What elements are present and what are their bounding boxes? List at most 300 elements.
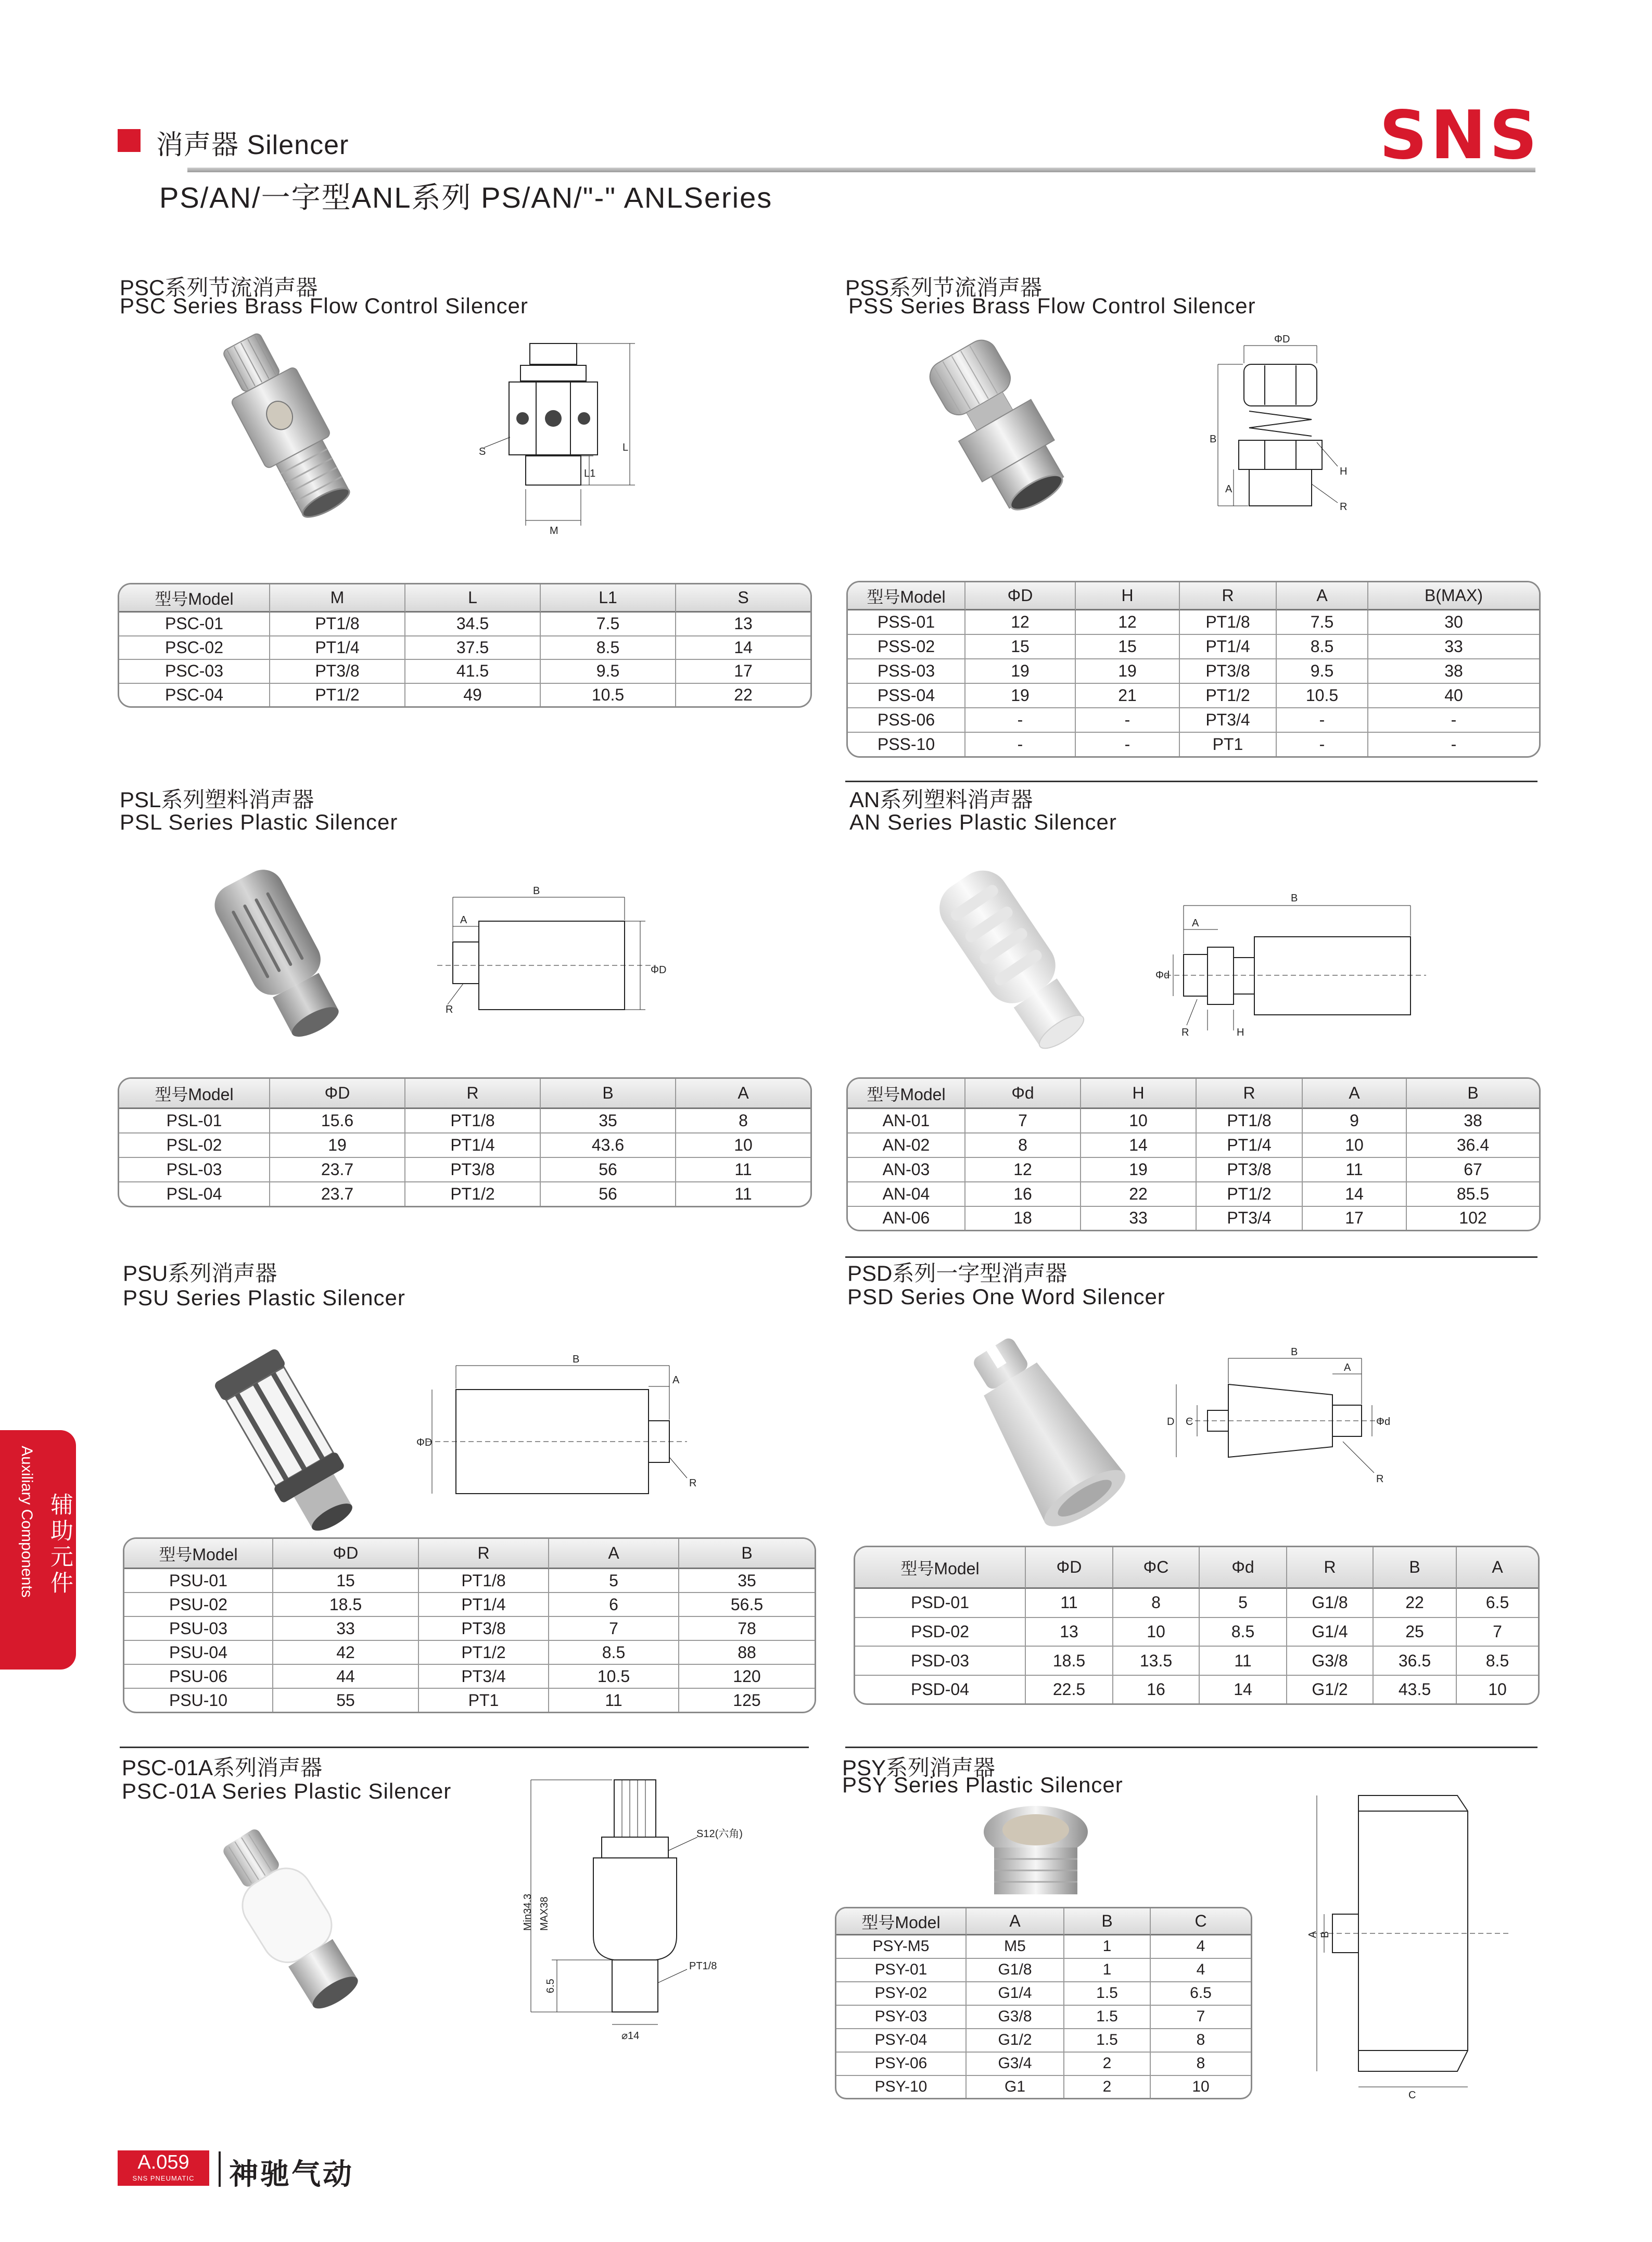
table-cell: 56.5 <box>679 1593 815 1617</box>
table-cell: PT1/4 <box>405 1133 541 1158</box>
table-cell: 25 <box>1374 1618 1457 1647</box>
psc01a-dim-pt: PT1/8 <box>689 1960 717 1972</box>
table-header: A <box>549 1539 679 1569</box>
table-row <box>855 1647 1538 1676</box>
table-cell: 8 <box>1151 2029 1251 2053</box>
table-cell: 12 <box>1076 610 1180 635</box>
psc01a-dimension-drawing <box>510 1764 770 2056</box>
table-cell: 10 <box>1113 1618 1200 1647</box>
table-cell: 10.5 <box>549 1665 679 1689</box>
an-title-cn: AN系列塑料消声器 <box>849 787 1033 812</box>
table-cell: 88 <box>679 1641 815 1665</box>
table-cell: 11 <box>1303 1158 1407 1182</box>
table-row <box>855 1589 1538 1618</box>
table-cell: 44 <box>273 1665 419 1689</box>
table-cell: G1/8 <box>1287 1589 1374 1618</box>
table-cell: 2 <box>1064 2076 1151 2098</box>
psc01a-title-en: PSC-01A Series Plastic Silencer <box>122 1779 452 1803</box>
table-cell: 11 <box>676 1158 810 1182</box>
table-header: ΦD <box>273 1539 419 1569</box>
table-cell: 14 <box>676 636 810 660</box>
psd-title-cn: PSD系列一字型消声器 <box>847 1261 1068 1285</box>
table-cell: 9.5 <box>1277 659 1368 684</box>
table-cell: PT1/2 <box>1197 1182 1303 1207</box>
table-cell: 49 <box>405 684 541 706</box>
table-cell: 34.5 <box>405 613 541 636</box>
table-row <box>855 1676 1538 1703</box>
table-row <box>855 1618 1538 1647</box>
table-row <box>848 733 1539 756</box>
table-cell: PSU-04 <box>124 1641 273 1665</box>
table-cell: - <box>965 708 1076 733</box>
table-cell: AN-01 <box>848 1109 965 1133</box>
table-cell: 43.5 <box>1374 1676 1457 1703</box>
table-cell: 19 <box>1076 659 1180 684</box>
table-header: H <box>1081 1079 1197 1109</box>
pss-dim-D: ΦD <box>1274 334 1290 345</box>
table-cell: 43.6 <box>541 1133 676 1158</box>
psc01a-dim-h: 6.5 <box>545 1979 556 1993</box>
table-cell: 56 <box>541 1182 676 1206</box>
table-cell: 125 <box>733 1690 761 1710</box>
table-header: B <box>1374 1547 1457 1589</box>
table-cell: PSS-10 <box>848 733 965 756</box>
table-cell: PT1/8 <box>1180 610 1277 635</box>
table-header: C <box>1151 1908 1251 1935</box>
psl-title-cn: PSL系列塑料消声器 <box>120 787 314 812</box>
table-header: A <box>1303 1079 1407 1109</box>
table-cell: PT3/8 <box>419 1617 549 1641</box>
table-cell: G1/2 <box>967 2029 1064 2053</box>
psu-dimension-drawing <box>416 1353 708 1509</box>
an-dimension-drawing <box>1135 885 1426 1041</box>
table-cell: PSL-01 <box>119 1109 270 1133</box>
table-cell: AN-06 <box>848 1207 965 1230</box>
table-cell: 6 <box>549 1593 679 1617</box>
table-row <box>848 708 1539 733</box>
section-divider <box>845 1747 1537 1748</box>
psy-product-photo <box>973 1801 1098 1915</box>
table-cell: PSU-03 <box>124 1617 273 1641</box>
psc01a-dim-dia: ⌀14 <box>621 2030 640 2042</box>
table-cell: 10.5 <box>541 684 676 706</box>
psy-spec-table <box>835 1907 1252 2099</box>
table-row <box>119 1182 810 1206</box>
table-header: 型号Model <box>119 584 270 613</box>
table-row <box>848 684 1539 708</box>
table-row <box>836 1982 1251 2006</box>
table-cell: 30 <box>1368 610 1539 635</box>
table-cell: 8 <box>1151 2053 1251 2076</box>
table-cell: 1 <box>1064 1959 1151 1982</box>
an-product-photo <box>916 864 1114 1062</box>
table-cell: PSY-04 <box>836 2029 967 2053</box>
psc-dim-S: S <box>479 446 486 457</box>
table-cell: 6.5 <box>1151 1982 1251 2006</box>
table-cell: PT3/4 <box>1197 1207 1303 1230</box>
table-cell: PSU-06 <box>124 1665 273 1689</box>
table-cell: 16 <box>965 1182 1081 1207</box>
table-cell: PT1 <box>1180 733 1277 756</box>
table-cell: 10 <box>676 1133 810 1158</box>
table-cell: 120 <box>679 1665 815 1689</box>
table-cell: PSD-04 <box>855 1676 1026 1703</box>
table-cell: 14 <box>1081 1133 1197 1158</box>
table-cell: 36.4 <box>1407 1133 1539 1158</box>
table-cell: 35 <box>679 1569 815 1593</box>
table-cell: 11 <box>734 1184 752 1204</box>
psc-title-cn: PSC系列节流消声器 <box>120 275 318 300</box>
psd-spec-table <box>854 1546 1540 1705</box>
table-cell: 10 <box>1081 1109 1197 1133</box>
table-header: S <box>676 584 810 613</box>
table-cell: 5 <box>1200 1589 1287 1618</box>
table-cell: 38 <box>1407 1109 1539 1133</box>
header-rule <box>187 168 1535 172</box>
table-cell: PT3/4 <box>419 1665 549 1689</box>
table-row <box>848 1109 1539 1133</box>
table-header: B <box>1407 1079 1539 1109</box>
table-row <box>119 1133 810 1158</box>
table-cell: 8.5 <box>1200 1618 1287 1647</box>
table-row <box>848 635 1539 659</box>
table-row <box>836 2006 1251 2029</box>
table-header: 型号Model <box>836 1908 967 1935</box>
table-row <box>124 1665 815 1689</box>
table-cell: PT3/8 <box>405 1158 541 1182</box>
table-cell: 18.5 <box>1026 1647 1113 1676</box>
table-row <box>119 636 810 660</box>
psy-dimension-drawing <box>1301 1790 1520 2103</box>
table-header: B <box>679 1539 815 1569</box>
table-cell: G1/4 <box>967 1982 1064 2006</box>
table-cell: 22 <box>1081 1182 1197 1207</box>
table-header: A <box>967 1908 1064 1935</box>
table-cell: 9 <box>1303 1109 1407 1133</box>
table-cell: 40 <box>1368 684 1539 708</box>
table-cell: 5 <box>549 1569 679 1593</box>
table-cell: PSL-04 <box>119 1182 270 1206</box>
table-cell: PSY-02 <box>836 1982 967 2006</box>
table-cell: PT3/8 <box>270 660 405 684</box>
table-cell: 8.5 <box>549 1641 679 1665</box>
table-cell: 1.5 <box>1064 1982 1151 2006</box>
table-cell: 11 <box>1026 1589 1113 1618</box>
table-header: R <box>1180 582 1277 610</box>
table-cell: G1 <box>967 2076 1064 2098</box>
psd-dim-C: C <box>1186 1416 1193 1428</box>
psu-dim-B: B <box>573 1354 580 1365</box>
table-cell: 55 <box>273 1689 419 1712</box>
psd-dimension-drawing <box>1166 1343 1426 1499</box>
table-cell: PT1/8 <box>419 1569 549 1593</box>
table-cell: - <box>1451 735 1457 754</box>
table-cell: 7.5 <box>1277 610 1368 635</box>
page-number: A.059 <box>137 2151 189 2173</box>
table-row <box>836 2029 1251 2053</box>
table-cell: 8.5 <box>1457 1647 1538 1676</box>
table-cell: 102 <box>1459 1208 1487 1228</box>
table-header: B <box>1064 1908 1151 1935</box>
table-cell: 7 <box>1151 2006 1251 2029</box>
table-row <box>124 1593 815 1617</box>
table-cell: PT1/8 <box>270 613 405 636</box>
psl-dim-B: B <box>533 885 540 897</box>
table-cell: 19 <box>270 1133 405 1158</box>
table-cell: AN-02 <box>848 1133 965 1158</box>
section-divider <box>120 1747 809 1748</box>
psu-title-en: PSU Series Plastic Silencer <box>123 1285 405 1310</box>
table-cell: 78 <box>679 1617 815 1641</box>
table-header: R <box>1287 1547 1374 1589</box>
an-dim-d: Φd <box>1155 970 1170 981</box>
psl-dimension-drawing <box>427 885 677 1030</box>
table-cell: 33 <box>1081 1207 1197 1230</box>
table-cell: G3/8 <box>967 2006 1064 2029</box>
table-cell: - <box>1076 708 1180 733</box>
table-cell: PT1/4 <box>270 636 405 660</box>
pss-dim-B: B <box>1210 434 1217 445</box>
table-row <box>124 1689 815 1712</box>
table-cell: 8.5 <box>541 636 676 660</box>
table-cell: 8.5 <box>1277 635 1368 659</box>
table-cell: 13.5 <box>1113 1647 1200 1676</box>
table-row <box>848 1182 1539 1207</box>
table-cell: 18 <box>965 1207 1081 1230</box>
psu-title-cn: PSU系列消声器 <box>123 1261 277 1285</box>
table-cell: 19 <box>965 684 1076 708</box>
table-cell: 33 <box>1368 635 1539 659</box>
table-header: A <box>1457 1547 1538 1589</box>
table-cell: PSY-03 <box>836 2006 967 2029</box>
table-cell: PT1/2 <box>270 684 405 706</box>
table-cell: 14 <box>1200 1676 1287 1703</box>
table-cell: 67 <box>1407 1158 1539 1182</box>
table-cell: M5 <box>967 1935 1064 1959</box>
table-row <box>836 1935 1251 1959</box>
table-cell: 36.5 <box>1374 1647 1457 1676</box>
table-row <box>848 659 1539 684</box>
table-cell: 22 <box>1374 1589 1457 1618</box>
psc01a-dim-s12: S12(六角) <box>696 1828 743 1840</box>
section-divider <box>845 781 1537 782</box>
table-cell: 8 <box>1113 1589 1200 1618</box>
table-row <box>124 1641 815 1665</box>
psu-spec-table <box>123 1537 816 1713</box>
table-row <box>848 1158 1539 1182</box>
page-number-caption: SNS PNEUMATIC <box>132 2174 195 2182</box>
table-cell: 1 <box>1064 1935 1151 1959</box>
psy-dim-A: A <box>1307 1931 1318 1938</box>
table-cell: PT1 <box>419 1689 549 1712</box>
psl-dim-D: ΦD <box>651 964 667 976</box>
psc01a-product-photo <box>198 1821 396 2040</box>
table-cell: 15.6 <box>270 1109 405 1133</box>
pss-dim-A: A <box>1225 483 1232 495</box>
table-cell: - <box>1277 708 1368 733</box>
table-cell: 11 <box>1200 1647 1287 1676</box>
table-cell: 41.5 <box>405 660 541 684</box>
table-cell: PT3/8 <box>1197 1158 1303 1182</box>
table-row <box>119 613 810 636</box>
table-header: ΦC <box>1113 1547 1200 1589</box>
psl-dim-R: R <box>446 1004 453 1015</box>
table-cell: 9.5 <box>541 660 676 684</box>
table-cell: 18.5 <box>273 1593 419 1617</box>
pss-dimension-drawing <box>1187 333 1384 541</box>
table-cell: PSC-04 <box>119 684 270 706</box>
table-cell: 12 <box>965 610 1076 635</box>
table-row <box>836 1959 1251 1982</box>
table-cell: PSY-06 <box>836 2053 967 2076</box>
table-cell: - <box>1076 733 1180 756</box>
table-cell: PT3/8 <box>1180 659 1277 684</box>
table-cell: - <box>965 733 1076 756</box>
table-header: 型号Model <box>119 1079 270 1109</box>
table-cell: PSU-02 <box>124 1593 273 1617</box>
table-cell: PT3/4 <box>1180 708 1277 733</box>
table-cell: 17 <box>1303 1207 1407 1230</box>
table-cell: 35 <box>541 1109 676 1133</box>
table-cell: 38 <box>1368 659 1539 684</box>
table-cell: AN-03 <box>848 1158 965 1182</box>
table-cell: 19 <box>965 659 1076 684</box>
side-tab-en: Auxiliary Components <box>18 1446 35 1598</box>
table-cell: 56 <box>541 1158 676 1182</box>
psy-dim-C: C <box>1408 2090 1416 2101</box>
table-header: L <box>405 584 541 613</box>
table-cell: AN-04 <box>848 1182 965 1207</box>
psd-dim-A: A <box>1344 1362 1351 1373</box>
an-dim-R: R <box>1181 1027 1189 1038</box>
table-cell: 4 <box>1151 1935 1251 1959</box>
table-cell: PT1/2 <box>1180 684 1277 708</box>
table-header: R <box>419 1539 549 1569</box>
page-subtitle: PS/AN/一字型ANL系列 PS/AN/"-" ANLSeries <box>159 181 773 214</box>
an-dim-A: A <box>1192 918 1199 929</box>
table-cell: PSC-01 <box>119 613 270 636</box>
pss-title-cn: PSS系列节流消声器 <box>845 275 1043 300</box>
psy-title-en: PSY Series Plastic Silencer <box>842 1773 1123 1797</box>
table-cell: G3/8 <box>1287 1647 1374 1676</box>
table-cell: 19 <box>1081 1158 1197 1182</box>
table-cell: 13 <box>676 613 810 636</box>
table-row <box>119 1158 810 1182</box>
table-cell: PT1/8 <box>1197 1109 1303 1133</box>
table-cell: 33 <box>273 1617 419 1641</box>
psd-title-en: PSD Series One Word Silencer <box>847 1284 1165 1309</box>
pss-dim-H: H <box>1340 466 1348 477</box>
table-cell: 16 <box>1113 1676 1200 1703</box>
an-spec-table <box>846 1077 1541 1231</box>
psl-spec-table <box>118 1077 812 1207</box>
table-cell: 37.5 <box>405 636 541 660</box>
table-row <box>119 660 810 684</box>
table-cell: PT1/8 <box>405 1109 541 1133</box>
table-cell: 7 <box>965 1109 1081 1133</box>
table-cell: 8 <box>965 1133 1081 1158</box>
table-cell: PSD-03 <box>855 1647 1026 1676</box>
pss-product-photo <box>906 333 1103 520</box>
table-cell: PT1/4 <box>1180 635 1277 659</box>
table-cell: 10.5 <box>1277 684 1368 708</box>
psd-dim-R: R <box>1376 1473 1384 1485</box>
table-cell: 15 <box>273 1569 419 1593</box>
table-cell: 22 <box>734 685 753 704</box>
psc-product-photo <box>193 317 390 536</box>
psy-title-cn: PSY系列消声器 <box>842 1755 996 1780</box>
psu-dim-D: ΦD <box>416 1437 433 1448</box>
psy-dim-B: B <box>1319 1931 1331 1938</box>
table-cell: 23.7 <box>270 1182 405 1206</box>
brand-logo: SNS <box>1379 97 1541 174</box>
psd-dim-D: D <box>1167 1416 1175 1428</box>
table-cell: G1/8 <box>967 1959 1064 1982</box>
table-header: A <box>1277 582 1368 610</box>
table-cell: 85.5 <box>1407 1182 1539 1207</box>
psu-dim-R: R <box>689 1477 697 1489</box>
table-cell: PT1/2 <box>405 1182 541 1206</box>
an-dim-H: H <box>1237 1027 1244 1038</box>
table-cell: 8 <box>676 1109 810 1133</box>
table-row <box>848 1133 1539 1158</box>
table-header: Φd <box>1200 1547 1287 1589</box>
psc-dim-L: L <box>622 442 629 453</box>
table-cell: PSL-02 <box>119 1133 270 1158</box>
table-header: 型号Model <box>855 1547 1026 1589</box>
table-cell: PSS-02 <box>848 635 965 659</box>
psc01a-dim-min: Min34.3 <box>522 1893 533 1931</box>
table-header: Φd <box>965 1079 1081 1109</box>
table-row <box>119 1109 810 1133</box>
table-cell: 11 <box>549 1689 679 1712</box>
table-row <box>124 1617 815 1641</box>
psd-product-photo <box>937 1332 1155 1540</box>
table-cell: G1/2 <box>1287 1676 1374 1703</box>
table-cell: PSC-03 <box>119 660 270 684</box>
table-header: 型号Model <box>848 582 965 610</box>
table-cell: PSY-01 <box>836 1959 967 1982</box>
table-row <box>848 610 1539 635</box>
table-row <box>836 2053 1251 2076</box>
table-row <box>119 684 810 706</box>
psu-dim-A: A <box>672 1374 680 1386</box>
section-marker <box>118 129 141 152</box>
table-cell: PSY-10 <box>836 2076 967 2098</box>
pss-dim-R: R <box>1340 501 1348 513</box>
table-cell: PT1/2 <box>419 1641 549 1665</box>
table-cell: - <box>1368 708 1539 733</box>
table-cell: 2 <box>1064 2053 1151 2076</box>
table-row <box>848 1207 1539 1230</box>
page-title: 消声器 Silencer <box>156 130 349 160</box>
table-cell: - <box>1277 733 1368 756</box>
table-cell: 23.7 <box>270 1158 405 1182</box>
pss-spec-table <box>846 581 1541 758</box>
table-header: B <box>541 1079 676 1109</box>
table-cell: PSU-10 <box>124 1689 273 1712</box>
psc-dim-M: M <box>550 525 558 537</box>
table-header: A <box>676 1079 810 1109</box>
table-cell: 17 <box>676 660 810 684</box>
table-cell: 22.5 <box>1026 1676 1113 1703</box>
table-cell: PSS-03 <box>848 659 965 684</box>
table-cell: 14 <box>1303 1182 1407 1207</box>
table-row <box>836 2076 1251 2098</box>
table-header: H <box>1076 582 1180 610</box>
table-cell: PSC-02 <box>119 636 270 660</box>
table-cell: PSS-01 <box>848 610 965 635</box>
